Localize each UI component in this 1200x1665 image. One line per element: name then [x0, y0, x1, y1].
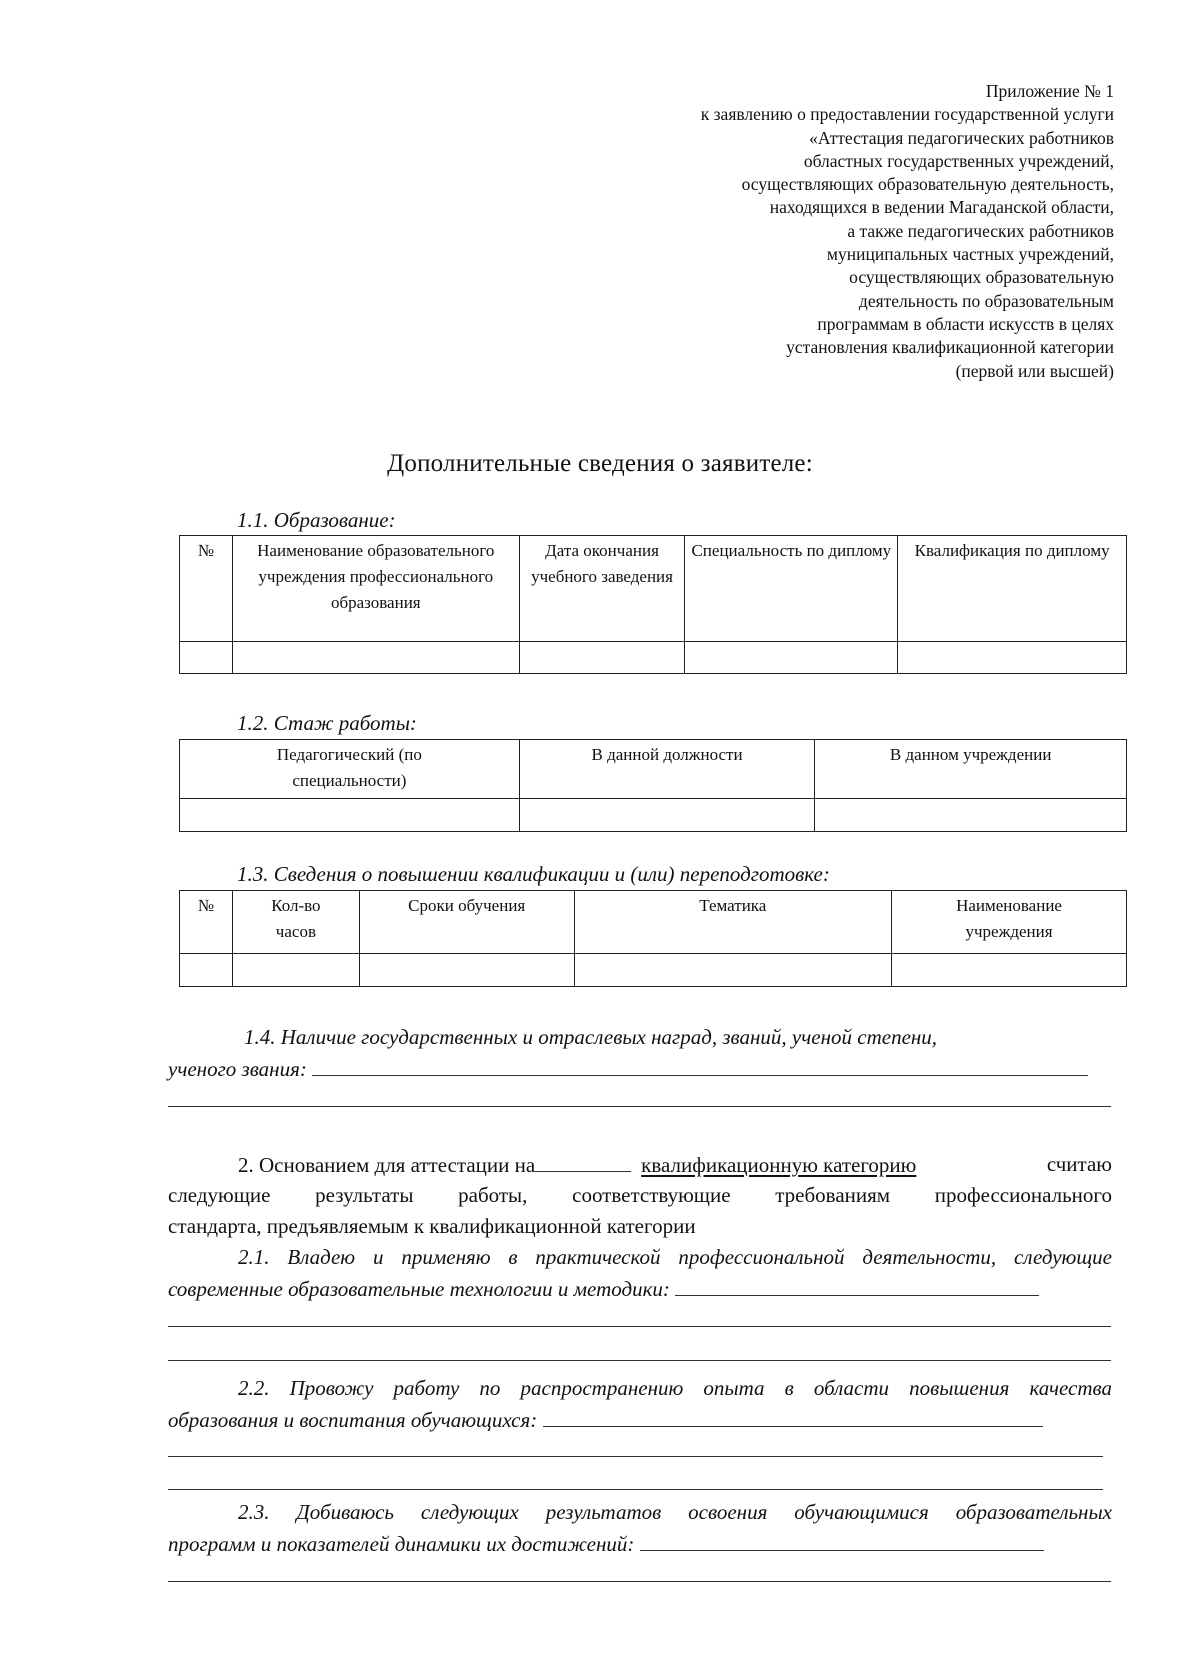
table-cell[interactable]	[359, 954, 574, 987]
basis-line1	[168, 1149, 1112, 1181]
category-fill-line[interactable]	[535, 1149, 631, 1172]
appendix-header	[514, 80, 1114, 383]
s22-fill-line-3[interactable]	[168, 1489, 1103, 1490]
awards-line2	[168, 1053, 1112, 1085]
table-header-row	[180, 740, 1127, 799]
appendix-line: «Аттестация педагогических работников	[809, 127, 1114, 148]
table-cell[interactable]	[232, 954, 359, 987]
awards-fill-line[interactable]	[312, 1053, 1088, 1076]
education-label: 1.1. Образование:	[237, 508, 396, 532]
column-header: В данном учреждении	[815, 740, 1127, 799]
column-header: В данной должности	[519, 740, 815, 799]
s23-line2	[168, 1528, 1112, 1560]
table-cell[interactable]	[180, 954, 233, 987]
basis-text-end: считаю	[1046, 1152, 1112, 1176]
training-table	[179, 890, 1127, 987]
column-header: №	[180, 536, 233, 642]
table-header-row	[180, 891, 1127, 954]
s21-fill-line-2[interactable]	[168, 1326, 1111, 1327]
s21-line2	[168, 1273, 1112, 1305]
table-cell[interactable]	[892, 954, 1127, 987]
column-header: №	[180, 891, 233, 954]
s22-fill-line-2[interactable]	[168, 1456, 1103, 1457]
table-cell[interactable]	[519, 799, 815, 832]
appendix-line: Приложение № 1	[985, 81, 1114, 101]
awards-fill-line-2[interactable]	[168, 1106, 1111, 1107]
table-cell[interactable]	[180, 642, 233, 674]
table-cell[interactable]	[815, 799, 1127, 832]
appendix-line: (первой или высшей)	[955, 360, 1114, 381]
s21-fill-line-3[interactable]	[168, 1360, 1111, 1361]
column-header: Тематика	[574, 891, 892, 954]
table-row	[180, 799, 1127, 832]
column-header: Дата окончания учебного заведения	[519, 536, 685, 642]
column-header: Наименование учреждения	[892, 891, 1127, 954]
table-cell[interactable]	[574, 954, 892, 987]
s23-label: программ и показателей динамики их достижений:	[168, 1532, 635, 1556]
appendix-line: а также педагогических работников	[847, 220, 1114, 241]
appendix-line: областных государственных учреждений,	[803, 150, 1114, 171]
s22-line2	[168, 1404, 1112, 1436]
awards-label: ученого звания:	[168, 1057, 307, 1081]
experience-label: 1.2. Стаж работы:	[237, 711, 417, 735]
s21-line1: 2.1. Владею и применяю в практической профессиональной деятельности, следующие	[238, 1245, 1112, 1269]
s23-fill-line-2[interactable]	[168, 1581, 1111, 1582]
appendix-line: установления квалификационной категории	[786, 337, 1114, 358]
appendix-line: находящихся в ведении Магаданской области,	[769, 197, 1114, 218]
appendix-line: осуществляющих образовательную деятельность,	[741, 174, 1114, 195]
training-label: 1.3. Сведения о повышении квалификации и (или) переподготовке:	[237, 862, 830, 886]
s23-line1: 2.3. Добиваюсь следующих результатов освоения обучающимися образовательных	[238, 1500, 1112, 1524]
s21-label: современные образовательные технологии и методики:	[168, 1277, 670, 1301]
table-cell[interactable]	[519, 642, 685, 674]
appendix-line: муниципальных частных учреждений,	[826, 244, 1114, 265]
table-row	[180, 642, 1127, 674]
appendix-line: к заявлению о предоставлении государственной услуги	[700, 104, 1114, 125]
basis-line2: следующие результаты работы, соответствующие требованиям профессионального	[168, 1183, 1112, 1207]
s23-fill-line[interactable]	[640, 1528, 1044, 1551]
education-table	[179, 535, 1127, 674]
s22-line1: 2.2. Провожу работу по распространению опыта в области повышения качества	[238, 1376, 1112, 1400]
column-header: Квалификация по диплому	[898, 536, 1127, 642]
basis-line3: стандарта, предъявляемым к квалификационной категории	[168, 1214, 696, 1238]
table-row	[180, 954, 1127, 987]
column-header: Педагогический (по специальности)	[180, 740, 520, 799]
column-header: Кол-во часов	[232, 891, 359, 954]
basis-text: 2. Основанием для аттестации на	[238, 1153, 536, 1177]
table-cell[interactable]	[232, 642, 519, 674]
column-header: Наименование образовательного учреждения профессионального образования	[232, 536, 519, 642]
page-title: Дополнительные сведения о заявителе:	[387, 450, 813, 477]
s21-fill-line[interactable]	[675, 1273, 1039, 1296]
column-header: Специальность по диплому	[685, 536, 898, 642]
appendix-line: программам в области искусств в целях	[817, 313, 1114, 334]
awards-line1: 1.4. Наличие государственных и отраслевых наград, званий, ученой степени,	[244, 1025, 938, 1049]
table-cell[interactable]	[180, 799, 520, 832]
experience-table	[179, 739, 1127, 832]
s22-label: образования и воспитания обучающихся:	[168, 1408, 538, 1432]
appendix-line: деятельность по образовательным	[858, 290, 1114, 311]
table-cell[interactable]	[898, 642, 1127, 674]
s22-fill-line[interactable]	[543, 1404, 1043, 1427]
appendix-line: осуществляющих образовательную	[849, 267, 1114, 288]
table-cell[interactable]	[685, 642, 898, 674]
column-header: Сроки обучения	[359, 891, 574, 954]
table-header-row	[180, 536, 1127, 642]
basis-underlined-text: квалификационную категорию	[641, 1153, 917, 1177]
